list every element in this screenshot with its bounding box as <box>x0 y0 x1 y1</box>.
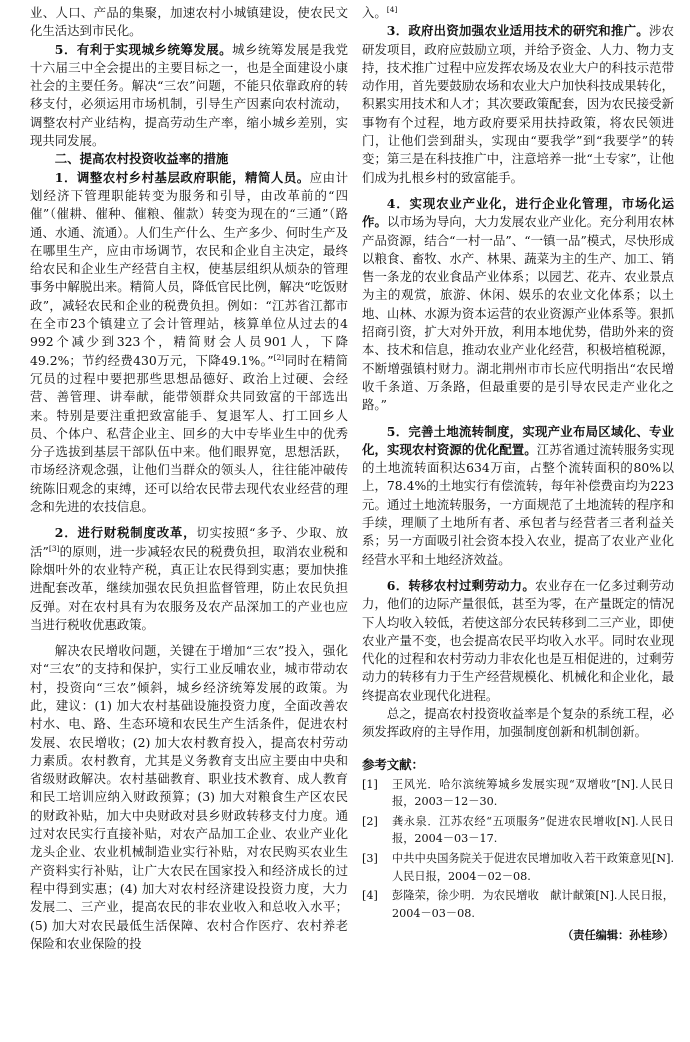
measure-body: 的原则，进一步减轻农民的税费负担，取消农业税和除烟叶外的农业特产税，真正让农民得到实惠；要加快推进配套改革，继续加强农民负担监督管理，防止农民负担反弹。对在农村具有为农服务及农产品深加工的产业也应当进行税收优惠政策。 <box>30 543 349 632</box>
paragraph-continued: 业、人口、产品的集聚，加速农村小城镇建设，使农民文化生活达到市民化。 <box>30 5 348 39</box>
point-heading: 5．有利于实现城乡统筹发展。 <box>54 41 233 57</box>
spacer <box>30 516 348 524</box>
reference-item <box>362 813 674 848</box>
spacer <box>362 569 674 577</box>
measure-body: 应由计划经济下管理职能转变为服务和引导，由改革前的“四催”（催耕、催种、催粮、催款）转变为现在的“三通”（路通、水通、流通）。人们生产什么、生产多少、何时生产及在哪里生产，应由市场调节，农民和企业自主决定，最终给农民和企业生产经营自主权，使基层组织从烦杂的管理事务中解脱出来。精简人员，降低官民比例，解决“吃饭财政”，减轻农民和企业的税费负担。例如：“江苏省江都市在全市23个镇建立了会计管理站，核算单位从过去的4 992个减少到323个，精简财会人员901人，下降49.2%；节约经费430万元，下降49.1%。” <box>30 169 349 368</box>
citation-mark: [3] <box>48 543 60 553</box>
spacer <box>362 187 674 195</box>
measure-4 <box>362 195 674 415</box>
left-column <box>30 4 348 953</box>
measure-body: 涉农研发项目，政府应鼓励立项，并给予资金、人力、物力支持，技术推广过程中应发挥农场及农业大户的科技示范带动作用，首先要鼓励农场和农业大户加快科技成果转化，积累实用技术和人才；其次要政策配套，因为农民接受新事物有个过程，地方政府要采用扶持政策，将农民领进门，让他们尝到甜头，实现由“要我学”到“我要学”的转变；第三是在科技推广中，注意培养一批“土专家”，让他们成为扎根乡村的致富能手。 <box>362 23 675 185</box>
measure-body: 农业存在一亿多过剩劳动力，他们的边际产量很低，甚至为零，在产量既定的情况下人均收入较低，若使这部分农民转移到二三产业，即使农业产量不变，也会提高农民平均收入水平。同时农业现代化的过程和农村劳动力非农化也是互相促进的，过剩劳动力的转移有力于生产经营规模化、机械化和企业化，最终提高农业现代化进程。 <box>362 577 675 703</box>
reference-text: 中共中央国务院关于促进农民增加收入若干政策意见[N].人民日报，2004－02－08. <box>392 851 674 883</box>
references-title: 参考文献： <box>362 756 424 772</box>
paragraph-summary: 总之，提高农村投资收益率是个复杂的系统工程，必须发挥政府的主导作用，加强制度创新和机制创新。 <box>362 705 674 740</box>
paragraph-continued <box>362 4 674 22</box>
reference-number: [3] <box>362 851 378 865</box>
point-body: 城乡统筹发展是我党十六届三中全会提出的主要目标之一，也是全面建设小康社会的主要任务。解决“三农”问题，不能只依靠政府的转移支付，必须运用市场机制，引导生产因素向农村流动，调整农村产业结构，提高劳动生产率，缩小城乡差别，实现共同发展。 <box>30 41 348 149</box>
reference-item <box>362 887 674 922</box>
citation-mark: [2] <box>273 352 285 362</box>
measure-heading: 4．实现农业产业化，进行企业化管理，市场化运作。 <box>362 195 674 230</box>
measure-5 <box>362 423 674 569</box>
citation-mark: [4] <box>386 5 398 14</box>
continued-text: 入。 <box>362 5 387 20</box>
measure-body: 切实按照“多予、少取、放活” <box>30 525 348 559</box>
measure-heading: 2．进行财税制度改革， <box>54 525 197 541</box>
reference-number: [1] <box>362 777 378 791</box>
paragraph-income-increase: 解决农民增收问题，关键在于增加“三农”投入，强化对“三农”的支持和保护，实行工业反哺农业，城市带动农村，投资向“三农”倾斜，城乡经济统筹发展的政策。为此，建议：(1) 加大农村基础设施投资力度，全面改善农村水、电、路、生态环境和农民生产生活条件，促进农村发展、农民增收；(2) 加大农村教育投入，提高农村劳动力素质。农村教育，尤其是义务教育支出应主要由中央和省级财政解决。农村基础教育、职业技术教育、成人教育和民工培训应纳入财政预算；(3) 加大对粮食生产区农民的财政补贴，加大中央财政对县乡财政转移支付力度。通过对农民实行直接补贴，对农产品加工企业、农业产业化龙头企业、农业机械制造业实行补贴，对农民购买农业生产资料实行补贴，让广大农民在国家投入和经济成长的过程中得到实惠；(4) 加大对农村经济建设投资力度，大力发展二、三产业，提高农民的非农业收入和总收入水平；(5) 加大对农民最低生活保障、农村合作医疗、农村养老保险和农业保险的投 <box>30 643 348 951</box>
measure-body: 江苏省通过流转服务实现的土地流转面积达634万亩，占整个流转面积的80%以上，78.4%的土地实行有偿流转，每年补偿费亩均为223元。通过土地流转服务，一方面规范了土地流转的程序和手续，理顺了土地所有者、承包者与经营者三者利益关系；另一方面吸引社会资本投入农业，提高了农业产业化经营水平和土地经济效益。 <box>362 441 675 567</box>
right-column <box>362 4 674 944</box>
measure-heading: 5．完善土地流转制度，实现产业布局区域化、专业化，实现农村资源的优化配置。 <box>362 423 674 457</box>
measure-heading: 3．政府出资加强农业适用技术的研究和推广。 <box>386 23 649 39</box>
measure-3 <box>362 22 674 187</box>
reference-text: 王风光．哈尔滨统筹城乡发展实现“双增收”[N].人民日报，2003－12－30. <box>392 777 674 809</box>
reference-number: [2] <box>362 814 378 828</box>
spacer <box>30 634 348 642</box>
responsible-editor: （责任编辑：孙桂珍） <box>562 928 674 943</box>
measure-1 <box>30 169 348 517</box>
spacer <box>362 415 674 423</box>
paragraph-urban-rural <box>30 41 348 151</box>
measure-body: 同时在精简冗员的过程中要把那些思想品德好、政治上过硬、会经营、善管理、讲奉献，能带领群众共同致富的干部选出来。特别是要注重把致富能手、复退军人、打工回乡人员、个体户、私营企业主、回乡的大中专毕业生中的优秀分子选拔到基层干部队伍中来。他们眼界宽，思想活跃，市场经济观念强，让他们当群众的领头人，往往能冲破传统陈旧观念的束缚，还可以给农民带去现代农业经营的理念和先进的农技信息。 <box>30 352 349 515</box>
reference-number: [4] <box>362 889 378 903</box>
reference-item <box>362 776 674 811</box>
section-heading: 二、提高农村投资收益率的措施 <box>54 151 229 167</box>
reference-text: 龚永泉．江苏农经“五项服务”促进农民增收[N].人民日报，2004－03－17. <box>392 814 674 846</box>
measure-heading: 6．转移农村过剩劳动力。 <box>386 577 535 593</box>
reference-item <box>362 850 674 885</box>
measure-body: 以市场为导向，大力发展农业产业化。充分利用农林产品资源，结合“一村一品”、“一镇一品”模式，尽快形成以粮食、畜牧、水产、林果、蔬菜为主的生产、加工、销售一条龙的农业食品产业体系；以园艺、花卉、农业景点为主的观赏，旅游、休闲、娱乐的农业文化体系；以土地、山林、水源为资本运营的农业资源产业体系等。狠抓招商引资，扩大对外开放，利用本地优势，借助外来的资本、技术和信息，推动农业产业化经营，积极培植税源，不断增强镇村财力。湖北荆州市市长应代明指出“农民增收千条道、万条路，但最重要的是引导农民走产业化之路。” <box>362 214 675 413</box>
measure-heading: 1．调整农村乡村基层政府职能，精简人员。 <box>54 169 310 185</box>
measure-2 <box>30 524 348 634</box>
reference-text: 彭隆荣，徐少明．为农民增收 献计献策[N].人民日报，2004－03－08. <box>392 889 674 920</box>
measure-6 <box>362 577 674 705</box>
